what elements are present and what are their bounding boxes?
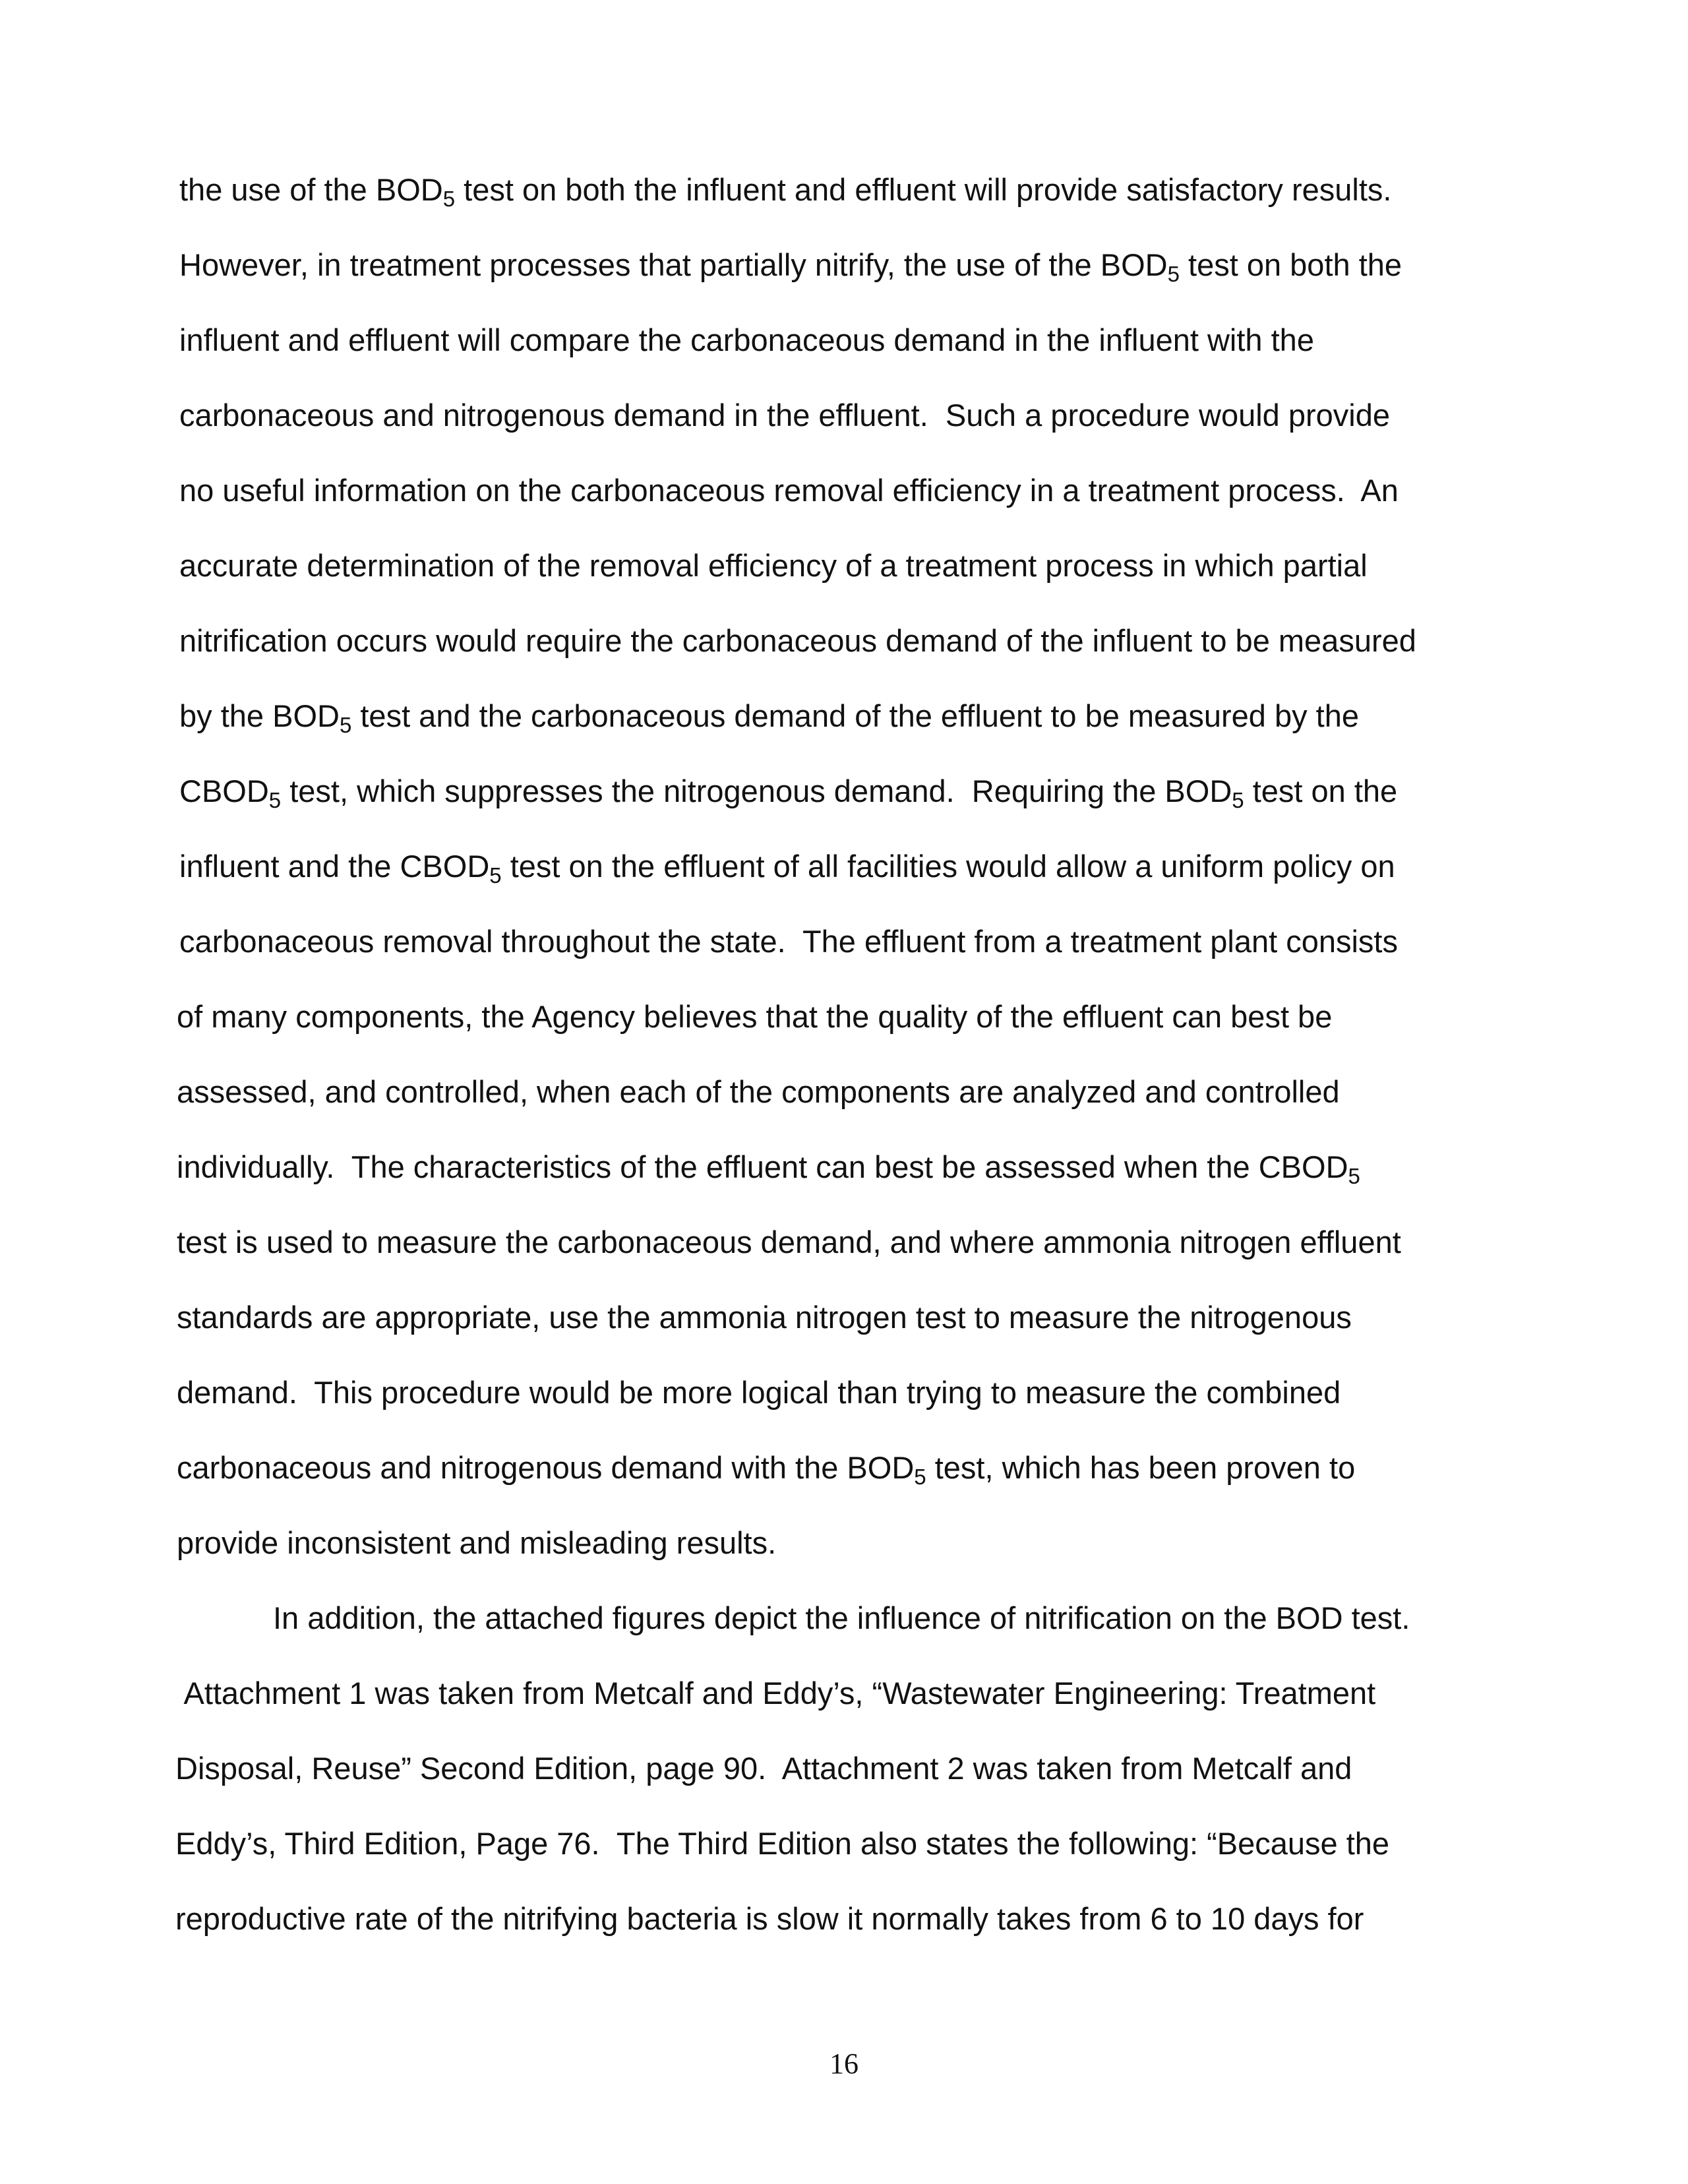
body-line-3: influent and effluent will compare the carbonaceous demand in the influent with the xyxy=(179,322,1314,357)
body-line-12: of many components, the Agency believes that the quality of the effluent can best be xyxy=(177,999,1333,1034)
body-line-13: assessed, and controlled, when each of the components are analyzed and controlled xyxy=(177,1074,1340,1109)
body-line-22: Disposal, Reuse” Second Edition, page 90. Attachment 2 was taken from Metcalf and xyxy=(175,1751,1352,1786)
body-line-5: no useful information on the carbonaceous removal efficiency in a treatment process. An xyxy=(179,473,1399,508)
body-line-17: demand. This procedure would be more logical than trying to measure the combined xyxy=(177,1375,1341,1410)
body-line-11: carbonaceous removal throughout the state. The effluent from a treatment plant consists xyxy=(179,924,1398,959)
body-line-16: standards are appropriate, use the ammonia nitrogen test to measure the nitrogenous xyxy=(177,1300,1352,1335)
body-line-8: by the $BOD_5$ test and the carbonaceous demand of the effluent to be measured by the xyxy=(179,698,1359,738)
body-line-1: the use of the $BOD_5$ test on both the influent and effluent will provide satisfactory results. xyxy=(179,172,1392,212)
body-line-19: provide inconsistent and misleading results. xyxy=(177,1525,777,1560)
body-line-23: Eddy’s, Third Edition, Page 76. The Third Edition also states the following: “Because the xyxy=(175,1826,1390,1861)
body-line-20: In addition, the attached figures depict the influence of nitrification on the BOD test. xyxy=(273,1600,1410,1635)
body-line-21: Attachment 1 was taken from Metcalf and Eddy’s, “Wastewater Engineering: Treatment xyxy=(177,1676,1376,1711)
body-line-2: However, in treatment processes that partially nitrify, the use of the $BOD_5$ test on both the xyxy=(179,247,1402,287)
body-line-7: nitrification occurs would require the carbonaceous demand of the influent to be measured xyxy=(179,623,1416,658)
page-number: 16 xyxy=(829,2048,859,2080)
body-line-4: carbonaceous and nitrogenous demand in the effluent. Such a procedure would provide xyxy=(179,398,1391,433)
body-line-18: carbonaceous and nitrogenous demand with the $BOD_5$ test, which has been proven to xyxy=(177,1450,1356,1490)
body-line-10: influent and the $CBOD_5$ test on the effluent of all facilities would allow a uniform policy on xyxy=(179,849,1395,888)
body-line-14: individually. The characteristics of the effluent can best be assessed when the $CBOD_5$ xyxy=(177,1149,1360,1189)
body-line-15: test is used to measure the carbonaceous demand, and where ammonia nitrogen effluent xyxy=(177,1225,1401,1259)
body-line-9: $CBOD_5$ test, which suppresses the nitrogenous demand. Requiring the $BOD_5$ test on the xyxy=(179,774,1398,813)
body-line-24: reproductive rate of the nitrifying bacteria is slow it normally takes from 6 to 10 days for xyxy=(175,1901,1364,1936)
body-line-6: accurate determination of the removal efficiency of a treatment process in which partial xyxy=(179,548,1368,583)
